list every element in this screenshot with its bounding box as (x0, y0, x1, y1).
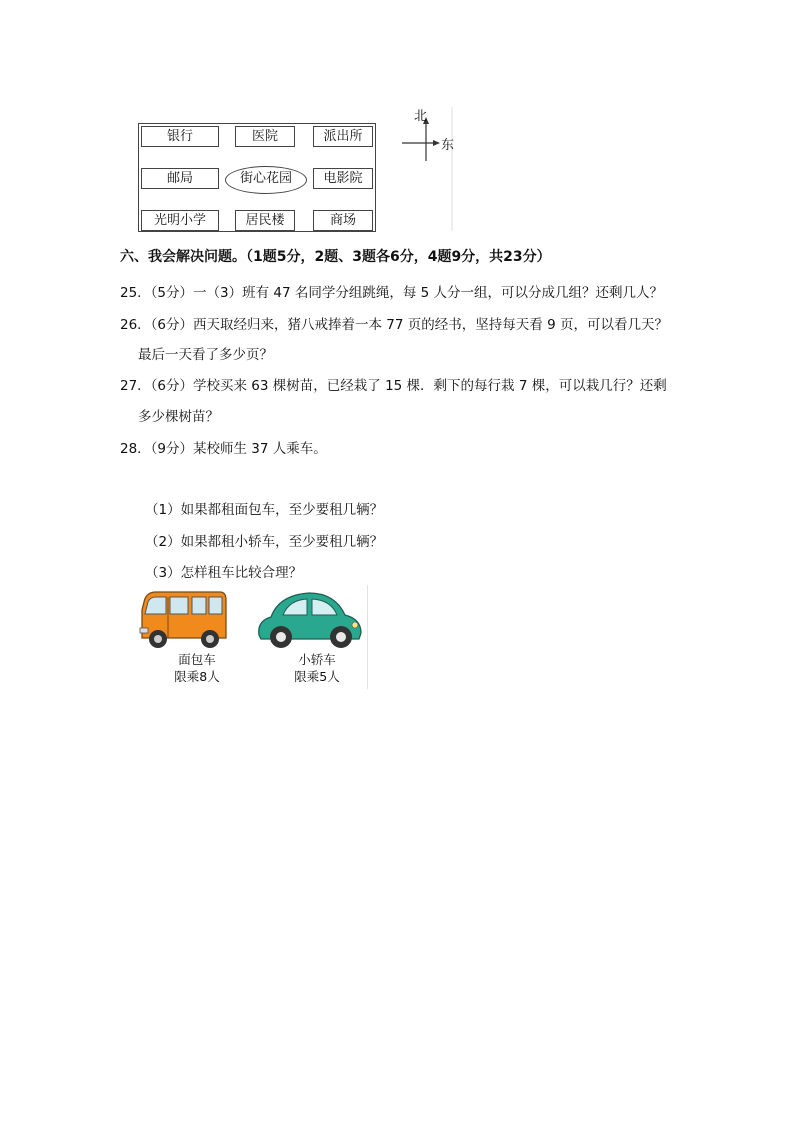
place-police-station: 派出所 (313, 126, 373, 147)
place-bank: 银行 (141, 126, 219, 147)
car-name: 小轿车 (298, 652, 336, 667)
question-28-part-2: （2）如果都租小轿车，至少要租几辆？ (145, 534, 384, 550)
section-title: 六、我会解决问题。（1题5分，2题、3题各6分，4题9分，共23分） (120, 249, 551, 265)
question-28-part-3: （3）怎样租车比较合理？ (145, 565, 303, 581)
question-28: 28．（9分）某校师生 37 人乘车。 (120, 441, 327, 457)
question-26-line-1: 26．（6分）西天取经归来，猪八戒捧着一本 77 页的经书，坚持每天看 9 页，可以看几天？ (120, 317, 668, 333)
question-27-line-2: 多少棵树苗？ (138, 409, 219, 425)
compass (392, 103, 458, 233)
vehicles-illustration (135, 585, 368, 689)
place-school: 光明小学 (141, 210, 219, 231)
van-name: 面包车 (178, 652, 216, 667)
place-post-office: 邮局 (141, 168, 219, 189)
place-hospital: 医院 (235, 126, 295, 147)
place-mall: 商场 (313, 210, 373, 231)
place-cinema: 电影院 (313, 168, 373, 189)
question-27-line-1: 27．（6分）学校买来 63 棵树苗，已经栽了 15 棵．剩下的每行栽 7 棵，可以栽几行？还剩 (120, 378, 667, 394)
place-residential-building: 居民楼 (235, 210, 295, 231)
question-26-line-2: 最后一天看了多少页？ (138, 347, 273, 363)
question-28-part-1: （1）如果都租面包车，至少要租几辆？ (145, 502, 384, 518)
question-25: 25．（5分）一（3）班有 47 名同学分组跳绳，每 5 人分一组，可以分成几组？还剩几人？ (120, 285, 664, 301)
car-capacity: 限乘5人 (294, 669, 340, 684)
street-map (138, 123, 376, 232)
place-street-garden: 街心花园 (225, 166, 307, 194)
van-icon (138, 588, 230, 650)
car-caption (275, 651, 359, 685)
van-caption (157, 651, 237, 685)
compass-north-label: 北 (414, 109, 428, 124)
van-capacity: 限乘8人 (174, 669, 220, 684)
compass-east-label: 东 (441, 138, 455, 153)
car-icon (253, 587, 365, 653)
